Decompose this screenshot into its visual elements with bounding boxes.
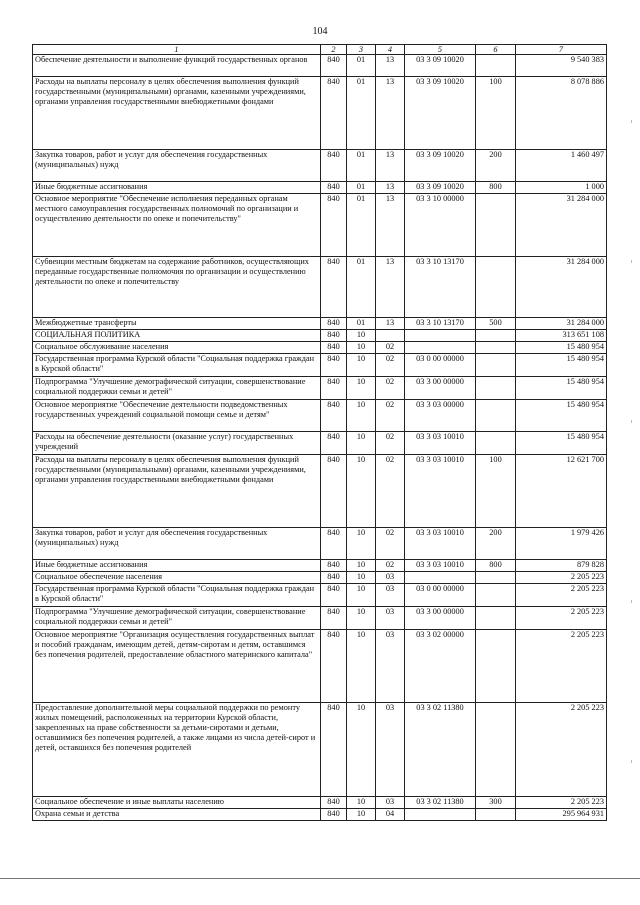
table-row [33,809,607,821]
section-code: 10 [347,432,376,455]
line-item-name: Государственная программа Курской области "Социальная поддержка граждан в Курской области" [33,584,321,607]
line-item-name: Основное мероприятие "Организация осуществления государственных выплат и пособий гражданам, имеющим детей, детям-сиротам и детям, оставшимся без попечения родителей, предоставление областного материнского капитала" [33,630,321,703]
section-code: 10 [347,400,376,432]
table-row [33,584,607,607]
target-article-code: 03 3 03 10010 [405,560,476,572]
subsection-code: 04 [376,809,405,821]
target-article-code: 03 3 02 00000 [405,630,476,703]
amount: 8 078 886 [516,77,607,150]
section-code: 10 [347,572,376,584]
target-article-code [405,572,476,584]
table-row [33,354,607,377]
line-item-name: СОЦИАЛЬНАЯ ПОЛИТИКА [33,330,321,342]
line-item-name: Государственная программа Курской области "Социальная поддержка граждан в Курской области" [33,354,321,377]
column-number: 5 [405,45,476,55]
amount: 15 480 954 [516,342,607,354]
subsection-code: 02 [376,560,405,572]
target-article-code: 03 3 09 10020 [405,150,476,182]
target-article-code: 03 3 00 00000 [405,377,476,400]
ministry-code: 840 [321,809,347,821]
amount: 12 621 700 [516,455,607,528]
subsection-code [376,330,405,342]
expense-type-code: 200 [476,150,516,182]
line-item-name: Расходы на выплаты персоналу в целях обеспечения выполнения функций государственными (муниципальными) органами, казенными учреждениями, органами управления государственными внебюджетными фондами [33,455,321,528]
table-row [33,703,607,797]
section-code: 01 [347,318,376,330]
ministry-code: 840 [321,342,347,354]
expense-type-code [476,703,516,797]
target-article-code: 03 3 09 10020 [405,55,476,77]
section-code: 10 [347,607,376,630]
expense-type-code [476,584,516,607]
subsection-code: 13 [376,194,405,257]
subsection-code: 13 [376,77,405,150]
budget-table [32,44,607,821]
expense-type-code [476,377,516,400]
column-number: 1 [33,45,321,55]
section-code: 10 [347,560,376,572]
line-item-name: Охрана семьи и детства [33,809,321,821]
target-article-code: 03 3 03 00000 [405,400,476,432]
table-row [33,432,607,455]
expense-type-code [476,432,516,455]
expense-type-code: 500 [476,318,516,330]
ministry-code: 840 [321,630,347,703]
line-item-name: Основное мероприятие "Обеспечение деятельности подведомственных государственных учреждений социальной помощи семье и детям" [33,400,321,432]
subsection-code: 13 [376,150,405,182]
line-item-name: Субвенции местным бюджетам на содержание работников, осуществляющих переданные государственные полномочия по организации и осуществлению деятельности по опеке и попечительству [33,257,321,318]
target-article-code [405,330,476,342]
page-number: 104 [312,26,328,37]
target-article-code [405,342,476,354]
ministry-code: 840 [321,797,347,809]
line-item-name: Межбюджетные трансферты [33,318,321,330]
target-article-code: 03 3 02 11380 [405,797,476,809]
table-row [33,182,607,194]
column-number: 3 [347,45,376,55]
subsection-code: 03 [376,630,405,703]
section-code: 01 [347,55,376,77]
section-code: 10 [347,455,376,528]
expense-type-code [476,194,516,257]
table-row [33,607,607,630]
expense-type-code [476,572,516,584]
amount: 295 964 931 [516,809,607,821]
target-article-code: 03 3 02 11380 [405,703,476,797]
line-item-name: Закупка товаров, работ и услуг для обеспечения государственных (муниципальных) нужд [33,150,321,182]
amount: 2 205 223 [516,572,607,584]
expense-type-code [476,354,516,377]
target-article-code: 03 3 10 13170 [405,257,476,318]
target-article-code: 03 3 09 10020 [405,77,476,150]
line-item-name: Иные бюджетные ассигнования [33,560,321,572]
expense-type-code: 200 [476,528,516,560]
ministry-code: 840 [321,354,347,377]
target-article-code: 03 3 10 13170 [405,318,476,330]
expense-type-code [476,400,516,432]
ministry-code: 840 [321,77,347,150]
column-number: 2 [321,45,347,55]
table-row [33,455,607,528]
section-code: 10 [347,528,376,560]
line-item-name: Основное мероприятие "Обеспечение исполнения переданных органам местного самоуправления государственных полномочий по организации и осуществлению деятельности по опеке и попечительству" [33,194,321,257]
line-item-name: Подпрограмма "Улучшение демографической ситуации, совершенствование социальной поддержки семьи и детей" [33,377,321,400]
target-article-code: 03 3 10 00000 [405,194,476,257]
expense-type-code [476,257,516,318]
target-article-code: 03 3 03 10010 [405,455,476,528]
scan-edge-mark [631,260,632,263]
ministry-code: 840 [321,257,347,318]
section-code: 10 [347,703,376,797]
section-code: 10 [347,584,376,607]
target-article-code: 03 0 00 00000 [405,354,476,377]
ministry-code: 840 [321,318,347,330]
table-row [33,528,607,560]
ministry-code: 840 [321,432,347,455]
scan-bottom-edge [0,878,640,879]
expense-type-code: 300 [476,797,516,809]
ministry-code: 840 [321,528,347,560]
table-row [33,797,607,809]
table-row [33,150,607,182]
ministry-code: 840 [321,55,347,77]
amount: 1 460 497 [516,150,607,182]
subsection-code: 13 [376,257,405,318]
amount: 2 205 223 [516,584,607,607]
target-article-code: 03 3 03 10010 [405,528,476,560]
table-row [33,194,607,257]
amount: 879 828 [516,560,607,572]
subsection-code: 02 [376,528,405,560]
table-row [33,342,607,354]
table-row [33,77,607,150]
scan-edge-mark [631,120,632,123]
table-row [33,257,607,318]
amount: 15 480 954 [516,432,607,455]
section-code: 10 [347,809,376,821]
line-item-name: Закупка товаров, работ и услуг для обеспечения государственных (муниципальных) нужд [33,528,321,560]
expense-type-code [476,342,516,354]
amount: 15 480 954 [516,400,607,432]
amount: 1 000 [516,182,607,194]
section-code: 01 [347,182,376,194]
section-code: 10 [347,630,376,703]
ministry-code: 840 [321,330,347,342]
line-item-name: Обеспечение деятельности и выполнение функций государственных органов [33,55,321,77]
section-code: 10 [347,330,376,342]
amount: 313 651 108 [516,330,607,342]
ministry-code: 840 [321,182,347,194]
expense-type-code [476,809,516,821]
section-code: 01 [347,194,376,257]
expense-type-code [476,607,516,630]
section-code: 01 [347,257,376,318]
expense-type-code [476,55,516,77]
subsection-code: 02 [376,342,405,354]
amount: 31 284 000 [516,318,607,330]
line-item-name: Предоставление дополнительной меры социальной поддержки по ремонту жилых помещений, расположенных на территории Курской области, закрепленных на праве собственности за детьми-сиротами и детьми, оставшимися без попечения родителей, а также лицами из числа детей-сирот и детей, оставшихся без попечения родителей [33,703,321,797]
scan-edge-mark [631,600,632,603]
target-article-code: 03 0 00 00000 [405,584,476,607]
amount: 9 540 383 [516,55,607,77]
line-item-name: Подпрограмма "Улучшение демографической ситуации, совершенствование социальной поддержки семьи и детей" [33,607,321,630]
subsection-code: 03 [376,584,405,607]
line-item-name: Расходы на выплаты персоналу в целях обеспечения выполнения функций государственными (муниципальными) органами, казенными учреждениями, органами управления государственными внебюджетными фондами [33,77,321,150]
section-code: 01 [347,150,376,182]
subsection-code: 02 [376,400,405,432]
amount: 2 205 223 [516,607,607,630]
column-number-header-row [33,45,607,55]
amount: 15 480 954 [516,377,607,400]
line-item-name: Иные бюджетные ассигнования [33,182,321,194]
target-article-code [405,809,476,821]
amount: 31 284 000 [516,257,607,318]
expense-type-code [476,330,516,342]
section-code: 10 [347,377,376,400]
ministry-code: 840 [321,607,347,630]
amount: 31 284 000 [516,194,607,257]
subsection-code: 03 [376,797,405,809]
table-row [33,630,607,703]
section-code: 10 [347,342,376,354]
subsection-code: 03 [376,703,405,797]
ministry-code: 840 [321,560,347,572]
scan-edge-mark [631,760,632,763]
subsection-code: 03 [376,572,405,584]
amount: 2 205 223 [516,703,607,797]
column-number: 7 [516,45,607,55]
section-code: 01 [347,77,376,150]
scan-edge-mark [631,420,632,423]
line-item-name: Социальное обслуживание населения [33,342,321,354]
table-row [33,55,607,77]
ministry-code: 840 [321,194,347,257]
subsection-code: 13 [376,318,405,330]
line-item-name: Социальное обеспечение и иные выплаты населению [33,797,321,809]
expense-type-code [476,630,516,703]
section-code: 10 [347,797,376,809]
ministry-code: 840 [321,377,347,400]
subsection-code: 02 [376,377,405,400]
amount: 2 205 223 [516,797,607,809]
column-number: 4 [376,45,405,55]
subsection-code: 02 [376,354,405,377]
amount: 15 480 954 [516,354,607,377]
subsection-code: 13 [376,182,405,194]
table-row [33,330,607,342]
expense-type-code: 100 [476,455,516,528]
expense-type-code: 800 [476,560,516,572]
subsection-code: 03 [376,607,405,630]
subsection-code: 02 [376,432,405,455]
line-item-name: Социальное обеспечение населения [33,572,321,584]
subsection-code: 02 [376,455,405,528]
table-row [33,400,607,432]
ministry-code: 840 [321,150,347,182]
table-row [33,318,607,330]
column-number: 6 [476,45,516,55]
target-article-code: 03 3 09 10020 [405,182,476,194]
ministry-code: 840 [321,455,347,528]
section-code: 10 [347,354,376,377]
target-article-code: 03 3 03 10010 [405,432,476,455]
expense-type-code: 100 [476,77,516,150]
table-row [33,377,607,400]
ministry-code: 840 [321,400,347,432]
ministry-code: 840 [321,703,347,797]
target-article-code: 03 3 00 00000 [405,607,476,630]
ministry-code: 840 [321,572,347,584]
expense-type-code: 800 [476,182,516,194]
amount: 1 979 426 [516,528,607,560]
subsection-code: 13 [376,55,405,77]
table-row [33,572,607,584]
line-item-name: Расходы на обеспечение деятельности (оказание услуг) государственных учреждений [33,432,321,455]
ministry-code: 840 [321,584,347,607]
table-row [33,560,607,572]
amount: 2 205 223 [516,630,607,703]
